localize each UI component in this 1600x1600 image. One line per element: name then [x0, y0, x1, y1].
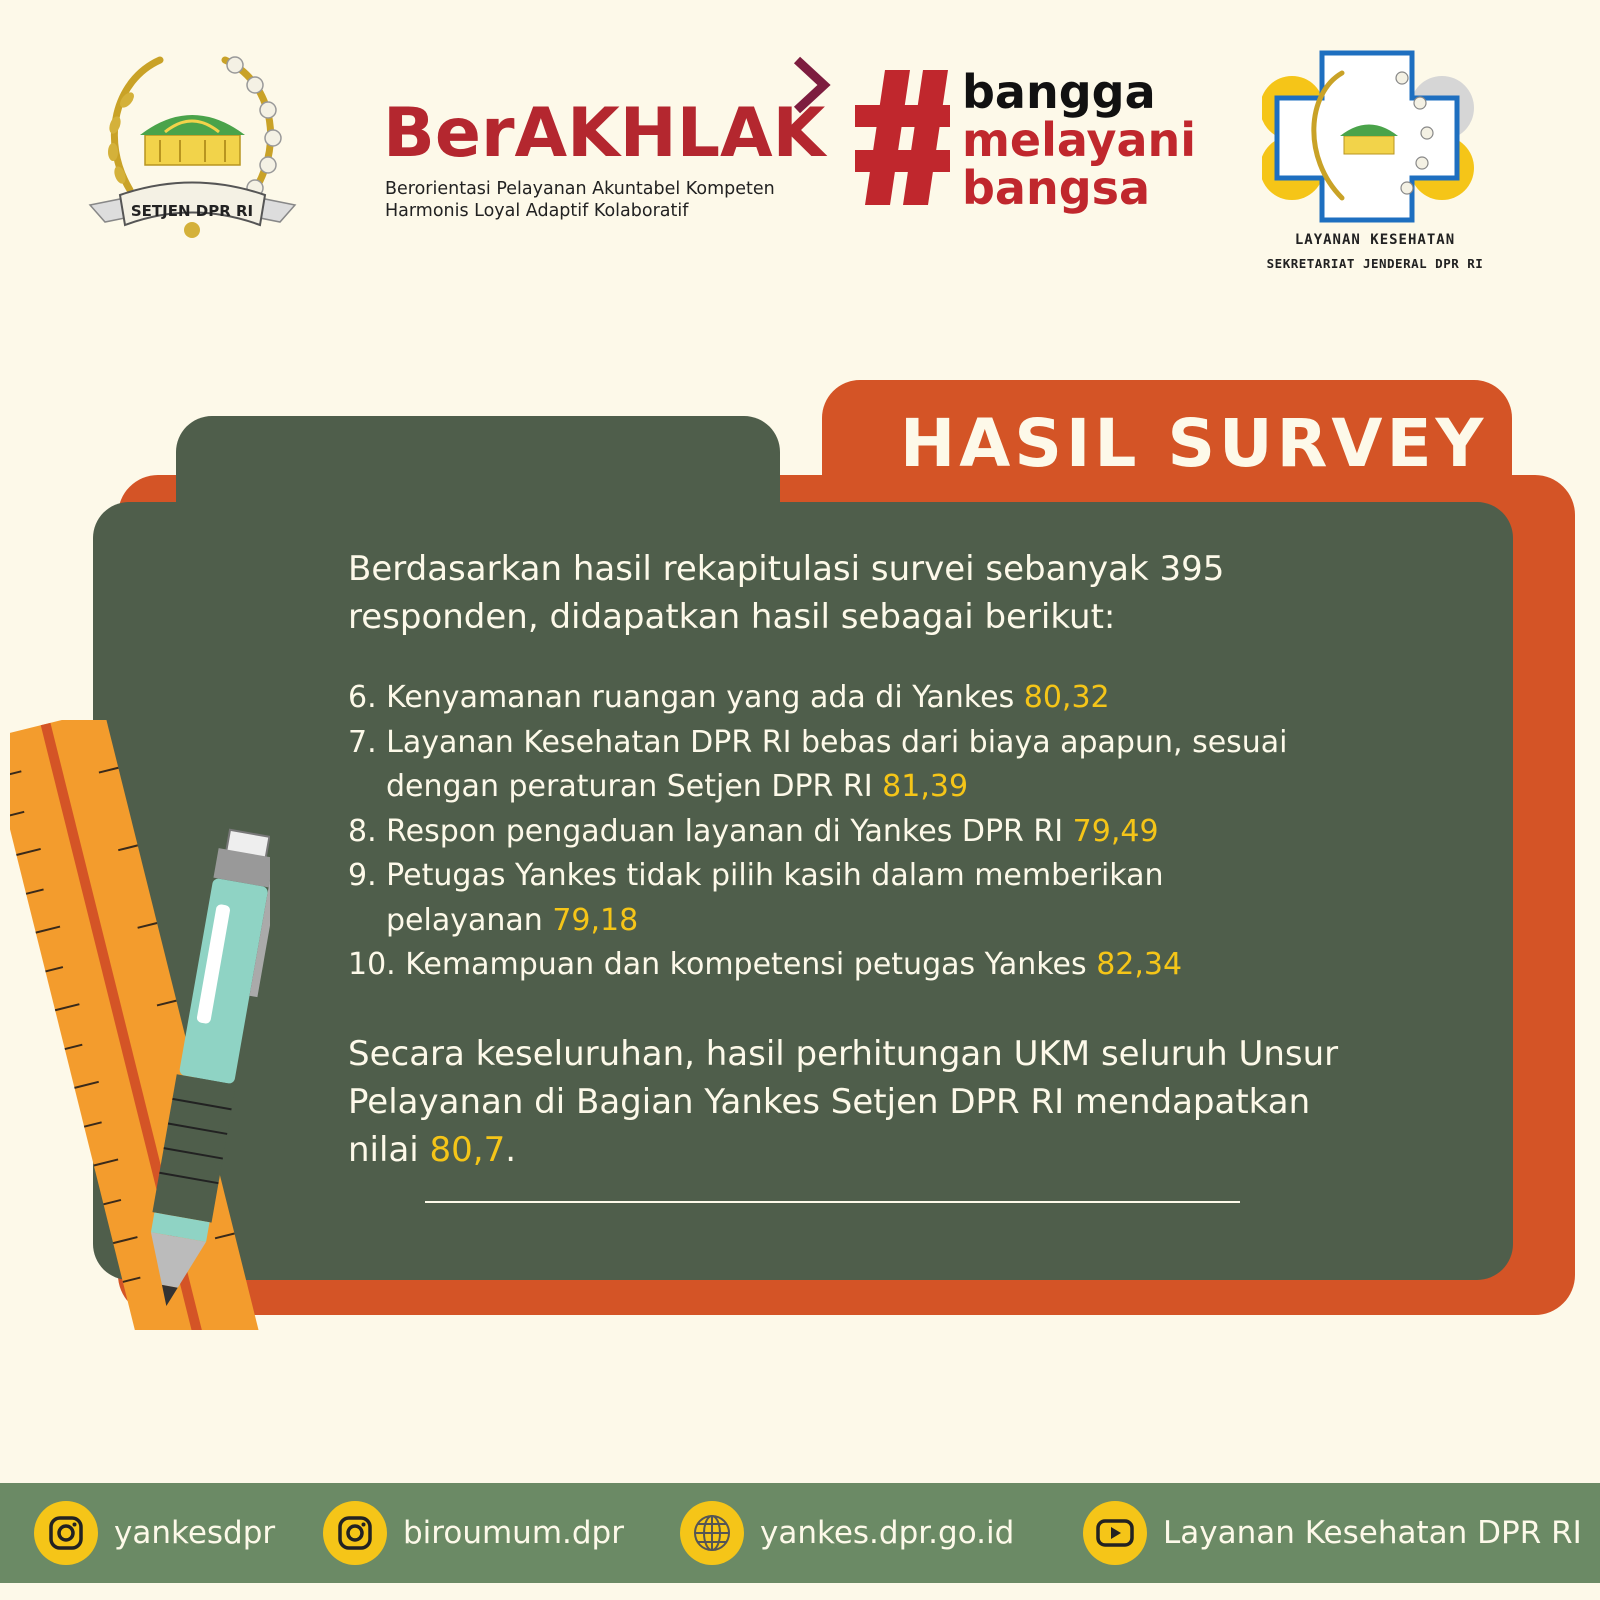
item-label: 10. Kemampuan dan kompetensi petugas Yankes — [348, 947, 1087, 982]
summary-score: 80,7 — [429, 1130, 506, 1170]
footer-instagram-2[interactable] — [323, 1498, 624, 1568]
yankes-caption-2: SEKRETARIAT JENDERAL DPR RI — [1266, 256, 1484, 271]
yankes-caption-1: LAYANAN KESEHATAN — [1294, 232, 1456, 248]
instagram-icon — [323, 1501, 387, 1565]
footer-instagram-1[interactable] — [34, 1498, 275, 1568]
svg-text:SETJEN DPR RI: SETJEN DPR RI — [130, 202, 254, 220]
berakhlak-subtitle-line2: Harmonis Loyal Adaptif Kolaboratif — [385, 201, 689, 221]
instagram-icon — [34, 1501, 98, 1565]
list-item — [348, 810, 1408, 855]
item-label: 8. Respon pengaduan layanan di Yankes DPR RI — [348, 813, 1064, 849]
item-label: 7. Layanan Kesehatan DPR RI bebas dari biaya apapun, sesuai — [348, 724, 1288, 760]
footer-instagram-1-label[interactable]: yankesdpr — [114, 1515, 276, 1551]
survey-intro: Berdasarkan hasil rekapitulasi survei sebanyak 395 responden, didapatkan hasil sebagai berikut: — [348, 549, 1225, 637]
list-item — [348, 676, 1408, 721]
berakhlak-subtitle-line1: Berorientasi Pelayanan Akuntabel Kompeten — [385, 179, 775, 199]
bangga-line-3: bangsa — [962, 161, 1151, 215]
list-item — [348, 854, 1408, 899]
item-score: 80,32 — [1023, 680, 1110, 715]
yankes-logo — [1262, 48, 1482, 223]
berakhlak-subtitle — [385, 178, 775, 222]
bangga-melayani-bangsa — [962, 65, 1197, 215]
item-score: 79,18 — [552, 902, 639, 938]
summary-end: . — [505, 1130, 517, 1170]
item-label-cont: pelayanan — [386, 902, 543, 938]
berakhlak-title: BerAKHLAK — [383, 94, 826, 173]
summary-text: Secara keseluruhan, hasil perhitungan UKM seluruh Unsur Pelayanan di Bagian Yankes Setjen DPR RI mendapatkan nilai — [348, 1034, 1339, 1170]
ruler-pen-illustration — [10, 720, 270, 1330]
chevron-right-icon — [792, 55, 832, 115]
hashtag-icon — [855, 70, 950, 205]
item-label-cont: dengan peraturan Setjen DPR RI — [386, 769, 873, 804]
youtube-icon — [1083, 1501, 1147, 1565]
item-score: 82,34 — [1096, 947, 1183, 982]
list-item — [348, 721, 1408, 766]
item-score: 79,49 — [1072, 813, 1159, 849]
footer-website[interactable] — [680, 1498, 1014, 1568]
globe-icon — [680, 1501, 744, 1565]
list-item-continuation — [348, 899, 1408, 944]
footer-website-label[interactable]: yankes.dpr.go.id — [760, 1515, 1015, 1551]
list-item — [348, 943, 1408, 988]
bangga-line-1: bangga — [962, 65, 1156, 119]
list-item-continuation — [348, 765, 1408, 810]
footer-youtube[interactable] — [1083, 1498, 1582, 1568]
item-label: 9. Petugas Yankes tidak pilih kasih dalam memberikan — [348, 858, 1164, 893]
divider — [425, 1201, 1240, 1203]
card-folder-tab — [176, 416, 780, 516]
survey-summary — [348, 1030, 1388, 1174]
bangga-line-2: melayani — [962, 113, 1197, 167]
item-score: 81,39 — [882, 769, 969, 804]
survey-title: HASIL SURVEY — [900, 405, 1488, 482]
item-label: 6. Kenyamanan ruangan yang ada di Yankes — [348, 680, 1015, 715]
setjen-dpr-logo — [85, 40, 300, 245]
footer-instagram-2-label[interactable]: biroumum.dpr — [403, 1515, 624, 1551]
footer-youtube-label[interactable]: Layanan Kesehatan DPR RI — [1163, 1515, 1582, 1551]
survey-results-list — [348, 676, 1408, 988]
